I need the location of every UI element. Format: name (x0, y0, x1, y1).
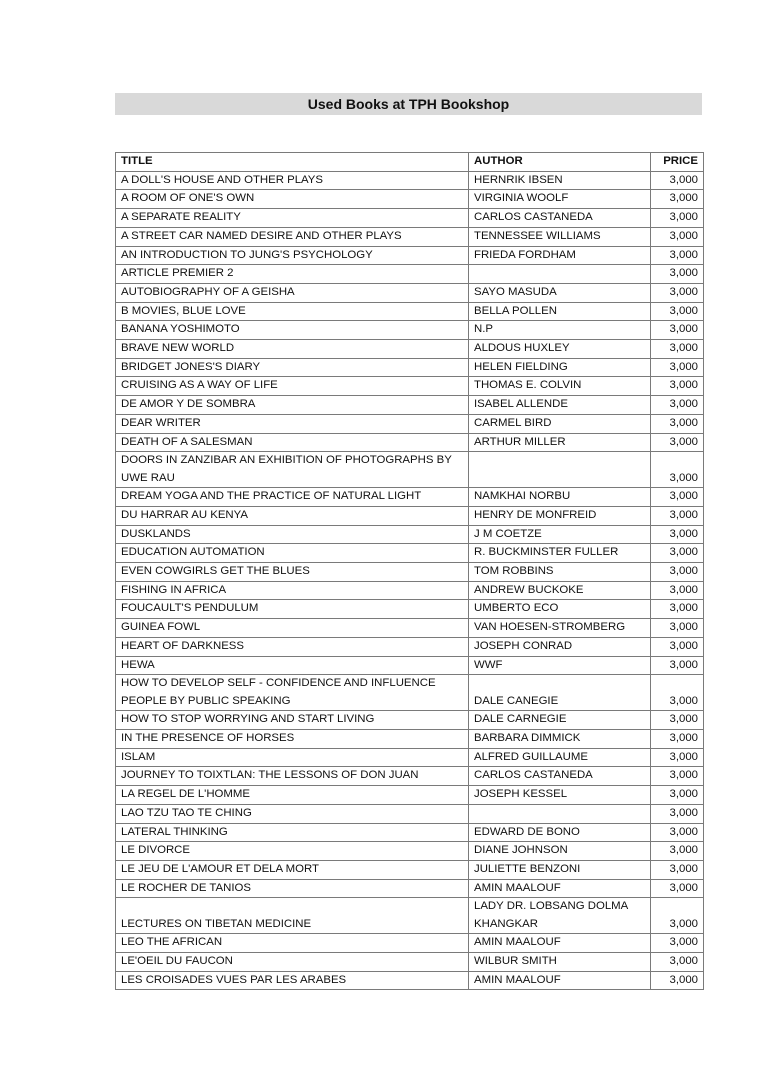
book-title-cell: LECTURES ON TIBETAN MEDICINE (116, 898, 469, 934)
book-author-cell: DALE CARNEGIE (469, 711, 651, 730)
book-price-cell: 3,000 (651, 506, 704, 525)
column-header-price: PRICE (651, 153, 704, 172)
table-row (116, 265, 704, 284)
book-author-cell: WWF (469, 656, 651, 675)
book-author-cell: CARLOS CASTANEDA (469, 209, 651, 228)
table-header-row (116, 153, 704, 172)
book-title-cell: LA REGEL DE L'HOMME (116, 786, 469, 805)
table-row (116, 377, 704, 396)
book-author-cell: ALDOUS HUXLEY (469, 340, 651, 359)
table-row (116, 804, 704, 823)
book-price-cell: 3,000 (651, 971, 704, 990)
book-title-cell: FOUCAULT'S PENDULUM (116, 600, 469, 619)
table-row (116, 823, 704, 842)
table-row (116, 563, 704, 582)
book-author-cell: ARTHUR MILLER (469, 433, 651, 452)
table-row (116, 544, 704, 563)
book-price-cell: 3,000 (651, 879, 704, 898)
book-price-cell: 3,000 (651, 934, 704, 953)
book-price-cell: 3,000 (651, 748, 704, 767)
book-title-cell: DREAM YOGA AND THE PRACTICE OF NATURAL LIGHT (116, 488, 469, 507)
book-author-cell: JULIETTE BENZONI (469, 860, 651, 879)
table-row (116, 675, 704, 711)
table-row (116, 358, 704, 377)
book-author-cell: LADY DR. LOBSANG DOLMA KHANGKAR (469, 898, 651, 934)
book-title-cell: A ROOM OF ONE'S OWN (116, 190, 469, 209)
table-row (116, 656, 704, 675)
table-row (116, 971, 704, 990)
table-row (116, 748, 704, 767)
book-title-cell: JOURNEY TO TOIXTLAN: THE LESSONS OF DON JUAN (116, 767, 469, 786)
table-row (116, 786, 704, 805)
book-price-cell: 3,000 (651, 265, 704, 284)
book-author-cell: EDWARD DE BONO (469, 823, 651, 842)
book-author-cell: HERNRIK IBSEN (469, 171, 651, 190)
book-author-cell: THOMAS E. COLVIN (469, 377, 651, 396)
book-price-cell: 3,000 (651, 452, 704, 488)
book-author-cell: R. BUCKMINSTER FULLER (469, 544, 651, 563)
table-row (116, 898, 704, 934)
table-row (116, 209, 704, 228)
book-author-cell: ISABEL ALLENDE (469, 396, 651, 415)
book-title-cell: LAO TZU TAO TE CHING (116, 804, 469, 823)
book-title-cell: EVEN COWGIRLS GET THE BLUES (116, 563, 469, 582)
book-price-cell: 3,000 (651, 898, 704, 934)
book-author-cell: DIANE JOHNSON (469, 842, 651, 861)
book-author-cell (469, 265, 651, 284)
book-author-cell: DALE CANEGIE (469, 675, 651, 711)
table-body (116, 171, 704, 990)
book-title-cell: HEART OF DARKNESS (116, 637, 469, 656)
book-title-cell: LES CROISADES VUES PAR LES ARABES (116, 971, 469, 990)
book-author-cell: BELLA POLLEN (469, 302, 651, 321)
table-row (116, 953, 704, 972)
book-author-cell: TENNESSEE WILLIAMS (469, 227, 651, 246)
book-title-cell: LATERAL THINKING (116, 823, 469, 842)
book-title-cell: DUSKLANDS (116, 525, 469, 544)
book-author-cell: JOSEPH CONRAD (469, 637, 651, 656)
book-author-cell: ALFRED GUILLAUME (469, 748, 651, 767)
book-author-cell: AMIN MAALOUF (469, 879, 651, 898)
book-title-cell: EDUCATION AUTOMATION (116, 544, 469, 563)
table-row (116, 246, 704, 265)
table-row (116, 711, 704, 730)
book-price-cell: 3,000 (651, 544, 704, 563)
book-title-cell: A STREET CAR NAMED DESIRE AND OTHER PLAYS (116, 227, 469, 246)
book-author-cell: CARLOS CASTANEDA (469, 767, 651, 786)
book-title-cell: AUTOBIOGRAPHY OF A GEISHA (116, 283, 469, 302)
book-author-cell: BARBARA DIMMICK (469, 729, 651, 748)
book-author-cell (469, 452, 651, 488)
book-title-cell: HOW TO STOP WORRYING AND START LIVING (116, 711, 469, 730)
book-title-cell: DEAR WRITER (116, 414, 469, 433)
book-title-cell: LE'OEIL DU FAUCON (116, 953, 469, 972)
book-price-cell: 3,000 (651, 619, 704, 638)
table-row (116, 414, 704, 433)
book-price-cell: 3,000 (651, 953, 704, 972)
table-row (116, 637, 704, 656)
table-row (116, 227, 704, 246)
table-row (116, 488, 704, 507)
column-header-author: AUTHOR (469, 153, 651, 172)
book-title-cell: ISLAM (116, 748, 469, 767)
book-price-cell: 3,000 (651, 675, 704, 711)
book-author-cell: TOM ROBBINS (469, 563, 651, 582)
book-price-cell: 3,000 (651, 860, 704, 879)
book-title-cell: LE DIVORCE (116, 842, 469, 861)
book-price-cell: 3,000 (651, 340, 704, 359)
book-author-cell: N.P (469, 321, 651, 340)
book-price-cell: 3,000 (651, 656, 704, 675)
table-row (116, 340, 704, 359)
book-title-cell: BRAVE NEW WORLD (116, 340, 469, 359)
book-price-cell: 3,000 (651, 321, 704, 340)
book-price-cell: 3,000 (651, 842, 704, 861)
book-price-cell: 3,000 (651, 637, 704, 656)
book-author-cell: ANDREW BUCKOKE (469, 581, 651, 600)
table-row (116, 396, 704, 415)
table-row (116, 600, 704, 619)
table-row (116, 452, 704, 488)
book-author-cell: AMIN MAALOUF (469, 971, 651, 990)
book-author-cell: HELEN FIELDING (469, 358, 651, 377)
book-price-cell: 3,000 (651, 227, 704, 246)
table-row (116, 619, 704, 638)
book-author-cell: JOSEPH KESSEL (469, 786, 651, 805)
table-row (116, 879, 704, 898)
book-price-cell: 3,000 (651, 488, 704, 507)
book-author-cell: VIRGINIA WOOLF (469, 190, 651, 209)
book-title-cell: DEATH OF A SALESMAN (116, 433, 469, 452)
book-price-cell: 3,000 (651, 823, 704, 842)
book-author-cell: SAYO MASUDA (469, 283, 651, 302)
book-title-cell: DU HARRAR AU KENYA (116, 506, 469, 525)
book-title-cell: IN THE PRESENCE OF HORSES (116, 729, 469, 748)
book-title-cell: DE AMOR Y DE SOMBRA (116, 396, 469, 415)
table-row (116, 283, 704, 302)
column-header-title: TITLE (116, 153, 469, 172)
table-row (116, 860, 704, 879)
book-price-cell: 3,000 (651, 171, 704, 190)
book-title-cell: LE JEU DE L'AMOUR ET DELA MORT (116, 860, 469, 879)
table-row (116, 190, 704, 209)
book-price-cell: 3,000 (651, 563, 704, 582)
book-price-cell: 3,000 (651, 767, 704, 786)
book-price-cell: 3,000 (651, 377, 704, 396)
book-title-cell: B MOVIES, BLUE LOVE (116, 302, 469, 321)
book-price-cell: 3,000 (651, 396, 704, 415)
book-title-cell: HEWA (116, 656, 469, 675)
table-row (116, 581, 704, 600)
book-price-cell: 3,000 (651, 414, 704, 433)
table-row (116, 525, 704, 544)
book-title-cell: DOORS IN ZANZIBAR AN EXHIBITION OF PHOTOGRAPHS BY UWE RAU (116, 452, 469, 488)
book-author-cell: AMIN MAALOUF (469, 934, 651, 953)
book-price-cell: 3,000 (651, 711, 704, 730)
book-author-cell: FRIEDA FORDHAM (469, 246, 651, 265)
book-price-cell: 3,000 (651, 283, 704, 302)
book-author-cell (469, 804, 651, 823)
table-row (116, 767, 704, 786)
book-author-cell: WILBUR SMITH (469, 953, 651, 972)
book-title-cell: BRIDGET JONES'S DIARY (116, 358, 469, 377)
book-title-cell: ARTICLE PREMIER 2 (116, 265, 469, 284)
book-title-cell: HOW TO DEVELOP SELF - CONFIDENCE AND INFLUENCE PEOPLE BY PUBLIC SPEAKING (116, 675, 469, 711)
table-row (116, 171, 704, 190)
book-price-cell: 3,000 (651, 729, 704, 748)
document-title: Used Books at TPH Bookshop (115, 93, 702, 115)
book-price-cell: 3,000 (651, 190, 704, 209)
book-title-cell: A SEPARATE REALITY (116, 209, 469, 228)
book-price-cell: 3,000 (651, 246, 704, 265)
book-price-cell: 3,000 (651, 433, 704, 452)
book-price-cell: 3,000 (651, 525, 704, 544)
book-price-cell: 3,000 (651, 804, 704, 823)
book-price-cell: 3,000 (651, 209, 704, 228)
book-title-cell: BANANA YOSHIMOTO (116, 321, 469, 340)
table-row (116, 934, 704, 953)
book-title-cell: AN INTRODUCTION TO JUNG'S PSYCHOLOGY (116, 246, 469, 265)
book-title-cell: FISHING IN AFRICA (116, 581, 469, 600)
table-row (116, 729, 704, 748)
table-row (116, 302, 704, 321)
table-row (116, 321, 704, 340)
book-price-cell: 3,000 (651, 358, 704, 377)
table-row (116, 433, 704, 452)
table-row (116, 506, 704, 525)
books-table (115, 152, 704, 990)
book-price-cell: 3,000 (651, 600, 704, 619)
book-author-cell: VAN HOESEN-STROMBERG (469, 619, 651, 638)
book-author-cell: NAMKHAI NORBU (469, 488, 651, 507)
book-author-cell: HENRY DE MONFREID (469, 506, 651, 525)
book-title-cell: LEO THE AFRICAN (116, 934, 469, 953)
book-title-cell: GUINEA FOWL (116, 619, 469, 638)
book-author-cell: J M COETZE (469, 525, 651, 544)
book-price-cell: 3,000 (651, 786, 704, 805)
book-author-cell: UMBERTO ECO (469, 600, 651, 619)
book-title-cell: CRUISING AS A WAY OF LIFE (116, 377, 469, 396)
table-row (116, 842, 704, 861)
book-author-cell: CARMEL BIRD (469, 414, 651, 433)
book-title-cell: A DOLL'S HOUSE AND OTHER PLAYS (116, 171, 469, 190)
book-price-cell: 3,000 (651, 302, 704, 321)
book-title-cell: LE ROCHER DE TANIOS (116, 879, 469, 898)
book-price-cell: 3,000 (651, 581, 704, 600)
